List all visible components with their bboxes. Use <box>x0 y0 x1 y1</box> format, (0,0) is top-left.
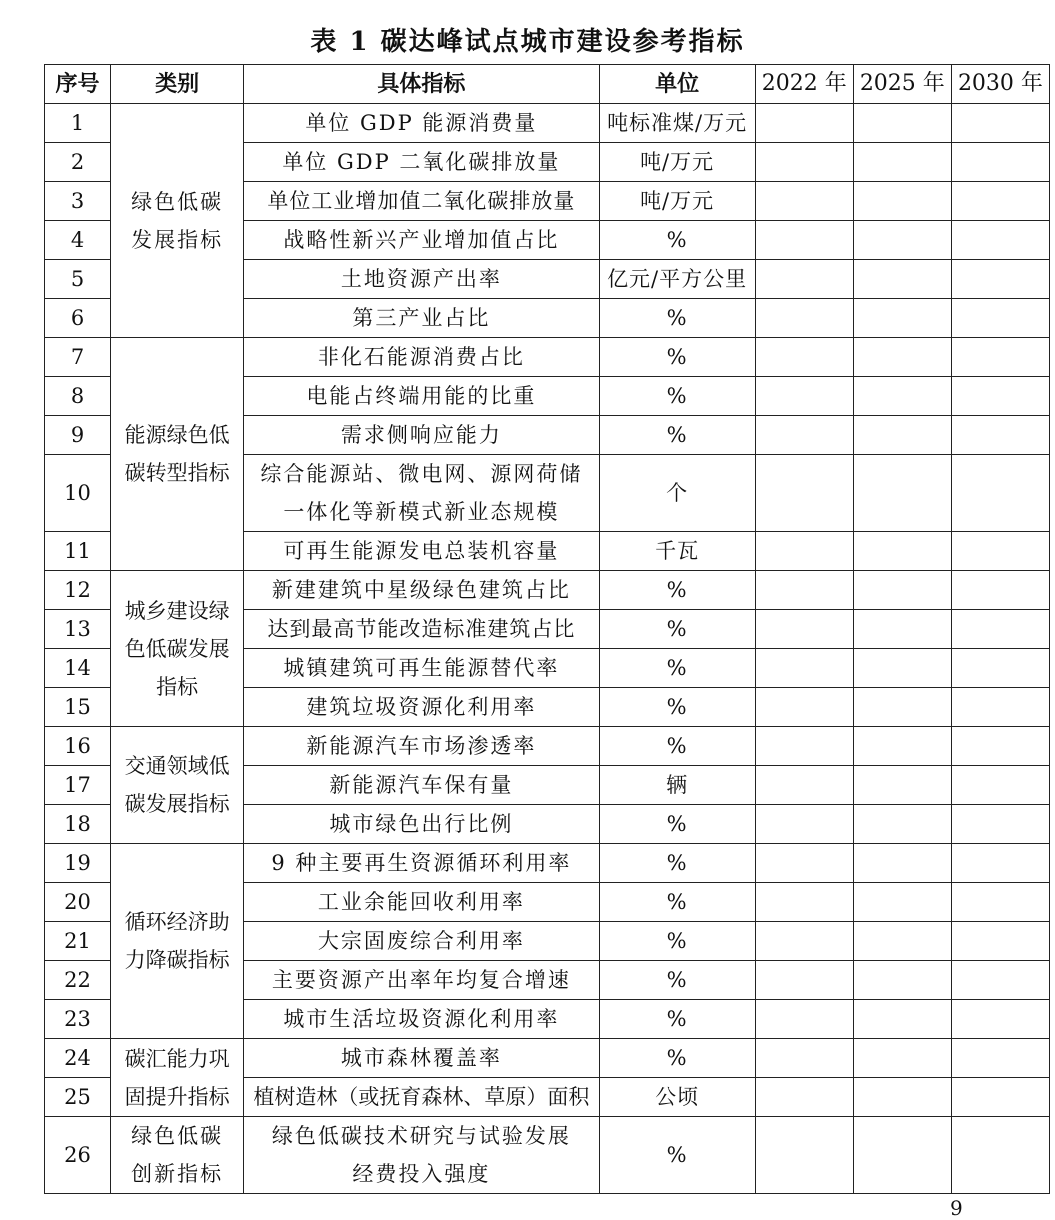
header-2025: 2025 年 <box>853 65 951 104</box>
row-number: 23 <box>45 1000 111 1039</box>
row-number: 20 <box>45 883 111 922</box>
indicator-line: 综合能源站、微电网、源网荷储 <box>260 462 583 486</box>
row-number: 17 <box>45 766 111 805</box>
header-unit: 单位 <box>599 65 755 104</box>
value-2030-cell <box>951 1078 1049 1117</box>
unit-cell: % <box>599 338 755 377</box>
value-2022-cell <box>755 377 853 416</box>
indicator-cell: 战略性新兴产业增加值占比 <box>244 221 599 260</box>
indicator-cell: 主要资源产出率年均复合增速 <box>244 961 599 1000</box>
value-2025-cell <box>853 182 951 221</box>
value-2022-cell <box>755 416 853 455</box>
indicator-cell: 新能源汽车保有量 <box>244 766 599 805</box>
unit-cell: % <box>599 727 755 766</box>
indicator-cell: 非化石能源消费占比 <box>244 338 599 377</box>
row-number: 19 <box>45 844 111 883</box>
row-number: 22 <box>45 961 111 1000</box>
row-number: 24 <box>45 1039 111 1078</box>
table-row <box>45 844 1050 883</box>
unit-cell: 辆 <box>599 766 755 805</box>
value-2025-cell <box>853 649 951 688</box>
category-line: 固提升指标 <box>124 1084 230 1109</box>
value-2025-cell <box>853 922 951 961</box>
category-cell <box>111 727 244 844</box>
unit-cell: 吨标准煤/万元 <box>599 104 755 143</box>
value-2025-cell <box>853 532 951 571</box>
value-2025-cell <box>853 299 951 338</box>
value-2030-cell <box>951 377 1049 416</box>
value-2022-cell <box>755 182 853 221</box>
category-line: 循环经济助 <box>124 910 230 934</box>
table-row <box>45 727 1050 766</box>
unit-cell: % <box>599 649 755 688</box>
indicator-cell: 新建建筑中星级绿色建筑占比 <box>244 571 599 610</box>
value-2022-cell <box>755 104 853 143</box>
header-seq: 序号 <box>45 65 111 104</box>
value-2025-cell <box>853 260 951 299</box>
value-2025-cell <box>853 221 951 260</box>
row-number: 25 <box>45 1078 111 1117</box>
indicator-cell: 城镇建筑可再生能源替代率 <box>244 649 599 688</box>
unit-cell: % <box>599 1000 755 1039</box>
value-2022-cell <box>755 766 853 805</box>
value-2025-cell <box>853 455 951 532</box>
value-2025-cell <box>853 338 951 377</box>
value-2030-cell <box>951 221 1049 260</box>
header-row <box>45 65 1050 104</box>
value-2030-cell <box>951 1117 1049 1194</box>
row-number: 21 <box>45 922 111 961</box>
indicator-cell: 新能源汽车市场渗透率 <box>244 727 599 766</box>
row-number: 2 <box>45 143 111 182</box>
indicator-table <box>44 64 1050 1194</box>
value-2030-cell <box>951 1000 1049 1039</box>
unit-cell: % <box>599 688 755 727</box>
unit-cell: % <box>599 883 755 922</box>
value-2030-cell <box>951 104 1049 143</box>
value-2030-cell <box>951 688 1049 727</box>
category-line: 力降碳指标 <box>124 948 230 972</box>
row-number: 3 <box>45 182 111 221</box>
unit-cell: 公顷 <box>599 1078 755 1117</box>
unit-cell: % <box>599 844 755 883</box>
row-number: 1 <box>45 104 111 143</box>
value-2025-cell <box>853 1000 951 1039</box>
indicator-cell: 大宗固废综合利用率 <box>244 922 599 961</box>
table-row <box>45 571 1050 610</box>
indicator-cell <box>244 455 599 532</box>
indicator-line: 经费投入强度 <box>352 1162 491 1186</box>
category-line: 碳转型指标 <box>124 461 230 485</box>
value-2025-cell <box>853 727 951 766</box>
value-2025-cell <box>853 104 951 143</box>
category-line: 绿色低碳 <box>131 189 224 214</box>
value-2022-cell <box>755 922 853 961</box>
unit-cell: % <box>599 961 755 1000</box>
indicator-cell: 建筑垃圾资源化利用率 <box>244 688 599 727</box>
row-number: 9 <box>45 416 111 455</box>
row-number: 5 <box>45 260 111 299</box>
value-2025-cell <box>853 377 951 416</box>
value-2030-cell <box>951 610 1049 649</box>
unit-cell: % <box>599 571 755 610</box>
row-number: 7 <box>45 338 111 377</box>
unit-cell: 千瓦 <box>599 532 755 571</box>
header-indicator: 具体指标 <box>244 65 599 104</box>
value-2030-cell <box>951 649 1049 688</box>
row-number: 8 <box>45 377 111 416</box>
table-row <box>45 1117 1050 1194</box>
unit-cell: % <box>599 1117 755 1194</box>
category-line: 指标 <box>156 674 199 699</box>
indicator-cell: 9 种主要再生资源循环利用率 <box>244 844 599 883</box>
value-2030-cell <box>951 844 1049 883</box>
indicator-cell: 需求侧响应能力 <box>244 416 599 455</box>
value-2030-cell <box>951 416 1049 455</box>
unit-cell: 亿元/平方公里 <box>599 260 755 299</box>
category-cell <box>111 844 244 1039</box>
category-cell <box>111 338 244 571</box>
unit-cell: % <box>599 377 755 416</box>
header-category: 类别 <box>111 65 244 104</box>
value-2022-cell <box>755 610 853 649</box>
category-line: 碳汇能力巩 <box>124 1046 230 1071</box>
indicator-cell: 工业余能回收利用率 <box>244 883 599 922</box>
category-line: 发展指标 <box>131 227 224 252</box>
table-row <box>45 338 1050 377</box>
row-number: 12 <box>45 571 111 610</box>
unit-cell: 个 <box>599 455 755 532</box>
row-number: 10 <box>45 455 111 532</box>
value-2022-cell <box>755 727 853 766</box>
value-2030-cell <box>951 1039 1049 1078</box>
value-2030-cell <box>951 883 1049 922</box>
category-line: 城乡建设绿 <box>124 598 230 623</box>
value-2022-cell <box>755 805 853 844</box>
value-2030-cell <box>951 299 1049 338</box>
unit-cell: 吨/万元 <box>599 182 755 221</box>
value-2030-cell <box>951 338 1049 377</box>
value-2030-cell <box>951 922 1049 961</box>
value-2025-cell <box>853 883 951 922</box>
indicator-cell: 电能占终端用能的比重 <box>244 377 599 416</box>
row-number: 18 <box>45 805 111 844</box>
category-cell <box>111 1117 244 1194</box>
value-2022-cell <box>755 688 853 727</box>
value-2030-cell <box>951 727 1049 766</box>
unit-cell: % <box>599 221 755 260</box>
value-2025-cell <box>853 143 951 182</box>
indicator-cell: 第三产业占比 <box>244 299 599 338</box>
category-cell <box>111 571 244 727</box>
page-number: 9 <box>950 1196 963 1220</box>
value-2022-cell <box>755 649 853 688</box>
value-2022-cell <box>755 1039 853 1078</box>
value-2025-cell <box>853 610 951 649</box>
unit-cell: % <box>599 805 755 844</box>
value-2022-cell <box>755 1078 853 1117</box>
row-number: 4 <box>45 221 111 260</box>
category-line: 碳发展指标 <box>124 792 230 816</box>
category-cell <box>111 104 244 338</box>
indicator-cell: 单位 GDP 二氧化碳排放量 <box>244 143 599 182</box>
value-2022-cell <box>755 1000 853 1039</box>
value-2030-cell <box>951 455 1049 532</box>
value-2022-cell <box>755 571 853 610</box>
value-2022-cell <box>755 961 853 1000</box>
value-2025-cell <box>853 844 951 883</box>
value-2030-cell <box>951 571 1049 610</box>
value-2025-cell <box>853 1117 951 1194</box>
indicator-cell <box>244 1117 599 1194</box>
row-number: 15 <box>45 688 111 727</box>
indicator-cell: 城市生活垃圾资源化利用率 <box>244 1000 599 1039</box>
category-line: 能源绿色低 <box>124 423 230 447</box>
value-2022-cell <box>755 1117 853 1194</box>
value-2022-cell <box>755 260 853 299</box>
unit-cell: 吨/万元 <box>599 143 755 182</box>
indicator-cell: 土地资源产出率 <box>244 260 599 299</box>
unit-cell: % <box>599 1039 755 1078</box>
value-2030-cell <box>951 532 1049 571</box>
indicator-cell: 植树造林（或抚育森林、草原）面积 <box>244 1078 599 1117</box>
value-2022-cell <box>755 338 853 377</box>
header-2022: 2022 年 <box>755 65 853 104</box>
value-2025-cell <box>853 688 951 727</box>
value-2022-cell <box>755 532 853 571</box>
value-2025-cell <box>853 805 951 844</box>
table-row <box>45 104 1050 143</box>
value-2030-cell <box>951 961 1049 1000</box>
row-number: 14 <box>45 649 111 688</box>
indicator-cell: 可再生能源发电总装机容量 <box>244 532 599 571</box>
table-title: 表 1 碳达峰试点城市建设参考指标 <box>310 27 745 57</box>
category-line: 交通领域低 <box>124 754 230 778</box>
value-2022-cell <box>755 299 853 338</box>
value-2030-cell <box>951 766 1049 805</box>
unit-cell: % <box>599 416 755 455</box>
value-2022-cell <box>755 455 853 532</box>
indicator-line: 一体化等新模式新业态规模 <box>283 500 560 524</box>
table-row <box>45 1039 1050 1078</box>
value-2030-cell <box>951 182 1049 221</box>
value-2022-cell <box>755 143 853 182</box>
category-cell <box>111 1039 244 1117</box>
value-2025-cell <box>853 961 951 1000</box>
indicator-cell: 达到最高节能改造标准建筑占比 <box>244 610 599 649</box>
indicator-cell: 单位工业增加值二氧化碳排放量 <box>244 182 599 221</box>
value-2030-cell <box>951 143 1049 182</box>
indicator-cell: 城市森林覆盖率 <box>244 1039 599 1078</box>
value-2025-cell <box>853 571 951 610</box>
unit-cell: % <box>599 610 755 649</box>
value-2025-cell <box>853 766 951 805</box>
value-2022-cell <box>755 844 853 883</box>
row-number: 16 <box>45 727 111 766</box>
value-2025-cell <box>853 1039 951 1078</box>
unit-cell: % <box>599 922 755 961</box>
category-line: 创新指标 <box>131 1162 224 1186</box>
category-line: 绿色低碳 <box>131 1124 224 1148</box>
row-number: 13 <box>45 610 111 649</box>
row-number: 6 <box>45 299 111 338</box>
indicator-line: 绿色低碳技术研究与试验发展 <box>271 1124 571 1148</box>
indicator-cell: 单位 GDP 能源消费量 <box>244 104 599 143</box>
unit-cell: % <box>599 299 755 338</box>
value-2030-cell <box>951 805 1049 844</box>
row-number: 26 <box>45 1117 111 1194</box>
value-2025-cell <box>853 1078 951 1117</box>
value-2030-cell <box>951 260 1049 299</box>
value-2022-cell <box>755 221 853 260</box>
category-line: 色低碳发展 <box>124 636 230 661</box>
value-2025-cell <box>853 416 951 455</box>
value-2022-cell <box>755 883 853 922</box>
header-2030: 2030 年 <box>951 65 1049 104</box>
indicator-cell: 城市绿色出行比例 <box>244 805 599 844</box>
row-number: 11 <box>45 532 111 571</box>
